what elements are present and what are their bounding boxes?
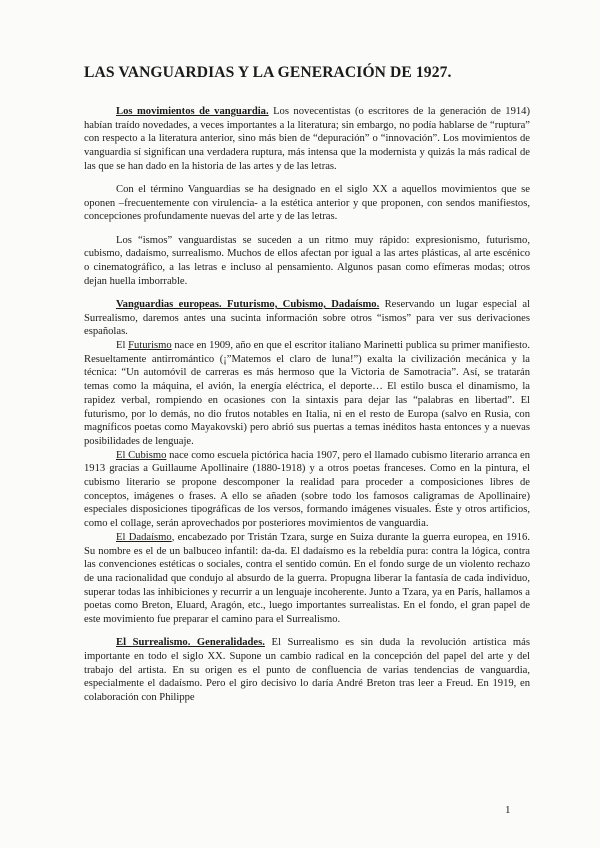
paragraph-text: Reservando un lugar especial al Surrealismo, daremos antes una sucinta información sobre otros “ismos” para ver sus derivaciones españolas. (84, 298, 531, 338)
document-page (84, 64, 530, 714)
paragraph-vanguardias-intro (84, 105, 530, 174)
page-title: LAS VANGUARDIAS Y LA GENERACIÓN DE 1927. (84, 64, 452, 81)
paragraph-text: nace como escuela pictórica hacia 1907, pero el llamado cubismo literario arranca en 1913 gracias a Guillaume Apollinaire (1880-1918) y a otros poetas franceses. Como en la pintura, el cubismo literario se propone descomponer la realidad para proceder a composiciones libres de conceptos, imágenes o frases. A ello se añaden (sobre todo los famosos caligramas de Apollinaire) especiales disposiciones tipográficas de los versos, formando imágenes visuales. Éste y otros artificios, como el collage, serán aprovechados por posteriores movimientos de vanguardia. (84, 449, 531, 530)
term-cubismo: El Cubismo (116, 449, 167, 461)
paragraph-vanguardias-europeas (84, 298, 530, 339)
term-futurismo: Futurismo (128, 340, 172, 352)
page-number: 1 (505, 804, 511, 816)
section-heading-vanguardias-europeas: Vanguardias europeas. Futurismo, Cubismo, Dadaísmo. (116, 298, 380, 310)
paragraph-text: nace en 1909, año en que el escritor italiano Marinetti publica su primer manifiesto. Resueltamente antirromántico (¡”Matemos el claro de luna!”) exalta la civilización mecánica y la técnica: “Un automóvil de carreras es más hermoso que la Victoria de Samotracia”. Así, se tratarán temas como la máquina, el avión, la energía eléctrica, el deporte… El estilo busca el dinamismo, la rapidez verbal, rompiendo en ocasiones con la sintaxis para dejar las “palabras en libertad”. El futurismo, por lo demás, no dio frutos notables en Italia, ni en el resto de Europa (salvo en Rusia, con magníficos poetas como Mayakovski) pero abrió sus puertas a temas inéditos hasta entonces y a nuevas posibilidades de lenguaje. (84, 340, 530, 447)
paragraph-text: Con el término Vanguardias se ha designado en el siglo XX a aquellos movimientos que se oponen –frecuentemente con virulencia- a la estética anterior y que proponen, con sendos manifiestos, concepciones profundamente nuevas del arte y de las letras. (84, 184, 530, 223)
section-heading-surrealismo: El Surrealismo. Generalidades. (116, 637, 265, 649)
paragraph-futurismo (84, 339, 530, 449)
paragraph-text: El Surrealismo es sin duda la revolución artística más importante en todo el siglo XX. Supone un cambio radical en la concepción del papel del arte y del trabajo del artista. En su origen es el punto de confluencia de varias tendencias de vanguardia, especialmente el dadaísmo. Pero el giro decisivo lo daría André Breton tras leer a Freud. En 1919, en colaboración con Philippe (84, 637, 530, 704)
paragraph-text: , encabezado por Tristán Tzara, surge en Suiza durante la guerra europea, en 1916. Su nombre es el de un balbuceo infantil: da-da. El dadaísmo es la rebeldía pura: contra la lógica, contra las convenciones estéticas o sociales, contra el sentido común. En el fondo surge de un violento rechazo de una racionalidad que condujo al absurdo de la guerra. Propugna liberar la fantasía de cada individuo, superar todas las inhibiciones y recurrir a un lenguaje incoherente. Junto a Tzara, ya en París, hallamos a poetas como Breton, Eluard, Aragón, etc., luego importantes surrealistas. En el fondo, el gran papel de este movimiento fue preparar el camino para el Surrealismo. (84, 531, 530, 626)
paragraph-dadaismo (84, 531, 530, 627)
paragraph-termino-vanguardias (84, 183, 530, 224)
section-heading-movimientos: Los movimientos de vanguardia. (116, 106, 269, 117)
paragraph-ismos (84, 234, 530, 289)
paragraph-surrealismo (84, 636, 530, 705)
paragraph-cubismo (84, 449, 530, 531)
paragraph-text: Los novecentistas (o escritores de la generación de 1914) habían traído novedades, a veces importantes a la literatura; sin embargo, no podía hablarse de “ruptura” con respecto a la literatura anterior, sino más bien de “depuración” o “innovación”. Los movimientos de vanguardia sí significan una verdadera ruptura, más intensa que la modernista y quizás la más radical de las que se han dado en la historia de las artes y de las letras. (84, 106, 530, 172)
paragraph-lead: El (116, 340, 129, 352)
paragraph-text: Los “ismos” vanguardistas se suceden a un ritmo muy rápido: expresionismo, futurismo, cubismo, dadaísmo, surrealismo. Muchos de ellos afectan por igual a las artes plásticas, al arte escénico o cinematográfico, a las letras e incluso al pensamiento. Algunos pasan como efímeras modas; otros dejan huella imborrable. (84, 234, 530, 287)
term-dadaismo: El Dadaísmo (116, 531, 172, 543)
